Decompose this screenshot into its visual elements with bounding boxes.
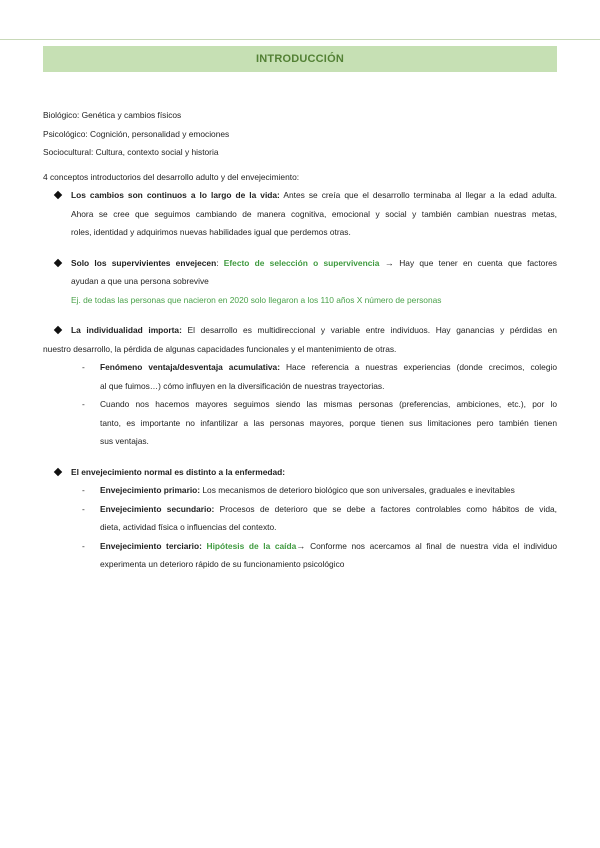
dash-bullet [43, 395, 100, 451]
concept-individuality [43, 321, 557, 340]
sub-item-title: Envejecimiento terciario: [100, 540, 202, 551]
concept-text: Ahora se cree que seguimos cambiando de manera cognitiva, emocional y social y también cambian nuestras metas, [71, 208, 557, 219]
concept-title: La individualidad importa: [71, 325, 182, 335]
fall-hypothesis-term: Hipótesis de la caída [206, 540, 297, 551]
arrow-icon: → [296, 540, 311, 551]
diamond-bullet-icon [43, 463, 71, 482]
dimension-sociocultural: Sociocultural: Cultura, contexto social y historia [43, 147, 219, 157]
example-text: Ej. de todas las personas que nacieron en 2020 solo llegaron a los 110 años X número de personas [71, 294, 442, 305]
dimension-biological: Biológico: Genética y cambios físicos [43, 110, 182, 120]
sub-item-same-people [43, 395, 557, 451]
concept-text: Hay que tener en cuenta que factores [399, 257, 557, 268]
concept-text: : [216, 257, 224, 268]
sub-item-text: Conforme nos acercamos al final de nuestra vida el individuo [310, 540, 557, 551]
sub-item-title: Fenómeno ventaja/desventaja acumulativa: [100, 362, 281, 372]
intro-text: 4 conceptos introductorios del desarrollo adulto y del envejecimiento: [43, 171, 300, 182]
sub-item-text: sus ventajas. [100, 436, 149, 446]
diamond-bullet-icon [43, 321, 71, 340]
page-top-rule [0, 39, 600, 40]
diamond-bullet-icon [43, 254, 71, 310]
sub-item-title: Envejecimiento secundario: [100, 503, 215, 514]
sub-item-text: experimenta un deterioro rápido de su funcionamiento psicológico [100, 559, 345, 569]
sub-item-text: Procesos de deterioro que se debe a factores controlables como hábitos de vida, [214, 503, 557, 514]
section-title: INTRODUCCIÓN [256, 53, 344, 65]
sub-item-text: tanto, es importante no infantilizar a las personas mayores, porque tienen sus limitaciones pero también tienen [100, 417, 557, 428]
sub-item-text: Hace referencia a nuestras experiencias (donde crecimos, colegio [280, 362, 557, 372]
dash-bullet [43, 537, 100, 574]
arrow-icon: → [379, 257, 400, 268]
concept-text: nuestro desarrollo, la pérdida de algunas capacidades funcionales y el mantenimiento de otras. [43, 343, 397, 354]
sub-item-title: Envejecimiento primario: [100, 485, 201, 495]
concept-text: roles, identidad y adquirimos nuevas habilidades igual que perdemos otras. [71, 227, 351, 237]
diamond-bullet-icon [43, 186, 71, 242]
concept-title: Solo los supervivientes envejecen [71, 257, 217, 268]
sub-item-tertiary-aging [43, 537, 557, 574]
document-body [43, 106, 557, 574]
sub-item-text: Cuando nos hacemos mayores seguimos siendo las mismas personas (preferencias, ambiciones, etc.), por lo [100, 399, 557, 409]
concept-text: El desarrollo es multidireccional y variable entre individuos. Hay ganancias y pérdidas en [181, 325, 558, 335]
concept-normal-aging [43, 463, 557, 482]
sub-item-primary-aging [43, 481, 557, 500]
concept-survivors [43, 254, 557, 310]
section-header [43, 46, 557, 72]
sub-item-text: al que fuimos…) cómo influyen en la diversificación de nuestras trayectorias. [100, 380, 385, 391]
concept-title: Los cambios son continuos a lo largo de la vida: [71, 190, 280, 200]
sub-item-cumulative [43, 358, 557, 395]
concept-continuous-change [43, 186, 557, 242]
concept-title: El envejecimiento normal es distinto a la enfermedad: [71, 466, 286, 477]
dash-bullet [43, 500, 100, 537]
sub-item-secondary-aging [43, 500, 557, 537]
dash-bullet [43, 481, 100, 500]
sub-item-text: Los mecanismos de deterioro biológico que son universales, graduales e inevitables [200, 485, 515, 495]
dash-bullet [43, 358, 100, 395]
dimension-psychological: Psicológico: Cognición, personalidad y emociones [43, 128, 230, 139]
concept-text: Antes se creía que el desarrollo terminaba al llegar a la edad adulta. [279, 190, 557, 200]
sub-item-text: dieta, actividad física o influencias del contexto. [100, 522, 277, 532]
concept-text: ayudan a que una persona sobrevive [71, 276, 209, 286]
survival-effect-term: Efecto de selección o supervivencia [223, 257, 380, 268]
